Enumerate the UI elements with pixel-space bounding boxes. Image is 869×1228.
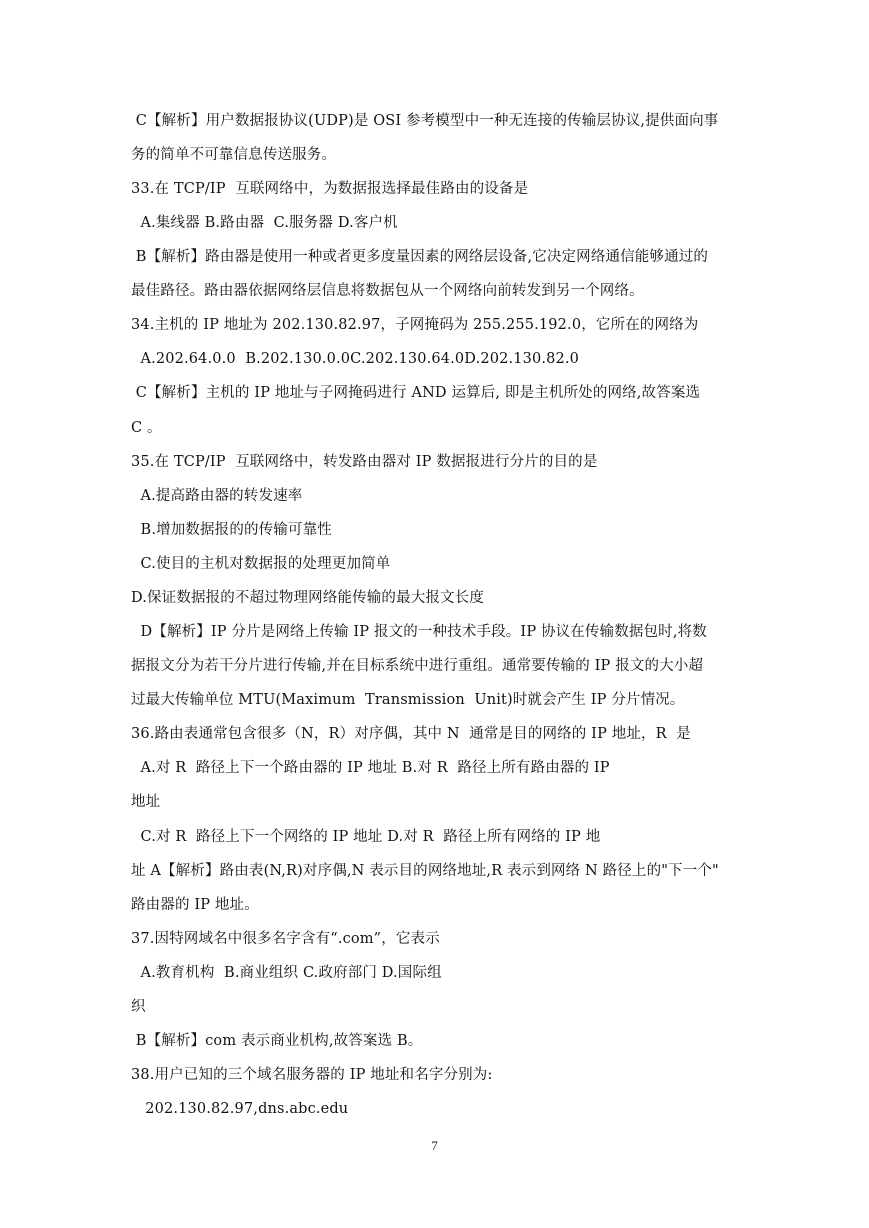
text-line: 36.路由表通常包含很多（N，R）对序偶，其中 N 通常是目的网络的 IP 地址，R 是: [131, 726, 691, 742]
text-line: B【解析】路由器是使用一种或者更多度量因素的网络层设备,它决定网络通信能够通过的: [131, 249, 709, 265]
text-line: A.202.64.0.0 B.202.130.0.0C.202.130.64.0D.202.130.82.0: [131, 351, 579, 367]
text-line: C【解析】主机的 IP 地址与子网掩码进行 AND 运算后, 即是主机所处的网络,故答案选: [131, 385, 701, 401]
text-line: 34.主机的 IP 地址为 202.130.82.97，子网掩码为 255.255.192.0，它所在的网络为: [131, 317, 699, 333]
text-line: 33.在 TCP/IP 互联网络中，为数据报选择最佳路由的设备是: [131, 181, 529, 197]
text-line: 址 A【解析】路由表(N,R)对序偶,N 表示目的网络地址,R 表示到网络 N 路径上的"下一个": [131, 863, 719, 879]
text-line: C 。: [131, 420, 162, 436]
text-line: 地址: [131, 794, 161, 810]
text-line: D【解析】IP 分片是网络上传输 IP 报文的一种技术手段。IP 协议在传输数据包时,将数: [131, 624, 707, 640]
text-line: A.集线器 B.路由器 C.服务器 D.客户机: [131, 215, 398, 231]
text-line: C.使目的主机对数据报的处理更加简单: [131, 556, 391, 572]
text-line: B【解析】com 表示商业机构,故答案选 B。: [131, 1033, 423, 1049]
text-line: B.增加数据报的的传输可靠性: [131, 522, 332, 538]
text-line: A.提高路由器的转发速率: [131, 488, 303, 504]
text-line: C.对 R 路径上下一个网络的 IP 地址 D.对 R 路径上所有网络的 IP 地: [131, 829, 601, 845]
text-line: D.保证数据报的不超过物理网络能传输的最大报文长度: [131, 590, 484, 606]
text-line: 织: [131, 999, 146, 1015]
text-line: C【解析】用户数据报协议(UDP)是 OSI 参考模型中一种无连接的传输层协议,提供面向事: [131, 113, 719, 129]
text-line: 务的简单不可靠信息传送服务。: [131, 147, 337, 163]
text-line: 37.因特网域名中很多名字含有“.com”，它表示: [131, 931, 440, 947]
text-line: 最佳路径。路由器依据网络层信息将数据包从一个网络向前转发到另一个网络。: [131, 283, 644, 299]
text-line: 据报文分为若干分片进行传输,并在目标系统中进行重组。通常要传输的 IP 报文的大小超: [131, 658, 704, 674]
text-line: 38.用户已知的三个域名服务器的 IP 地址和名字分别为:: [131, 1067, 493, 1083]
text-line: 35.在 TCP/IP 互联网络中，转发路由器对 IP 数据报进行分片的目的是: [131, 454, 598, 470]
text-line: 路由器的 IP 地址。: [131, 897, 259, 913]
text-line: A.对 R 路径上下一个路由器的 IP 地址 B.对 R 路径上所有路由器的 IP: [131, 760, 610, 776]
page-number: 7: [431, 1138, 438, 1153]
text-line: A.教育机构 B.商业组织 C.政府部门 D.国际组: [131, 965, 442, 981]
text-line: 202.130.82.97,dns.abc.edu: [131, 1101, 349, 1117]
text-line: 过最大传输单位 MTU(Maximum Transmission Unit)时就会产生 IP 分片情况。: [131, 692, 685, 708]
